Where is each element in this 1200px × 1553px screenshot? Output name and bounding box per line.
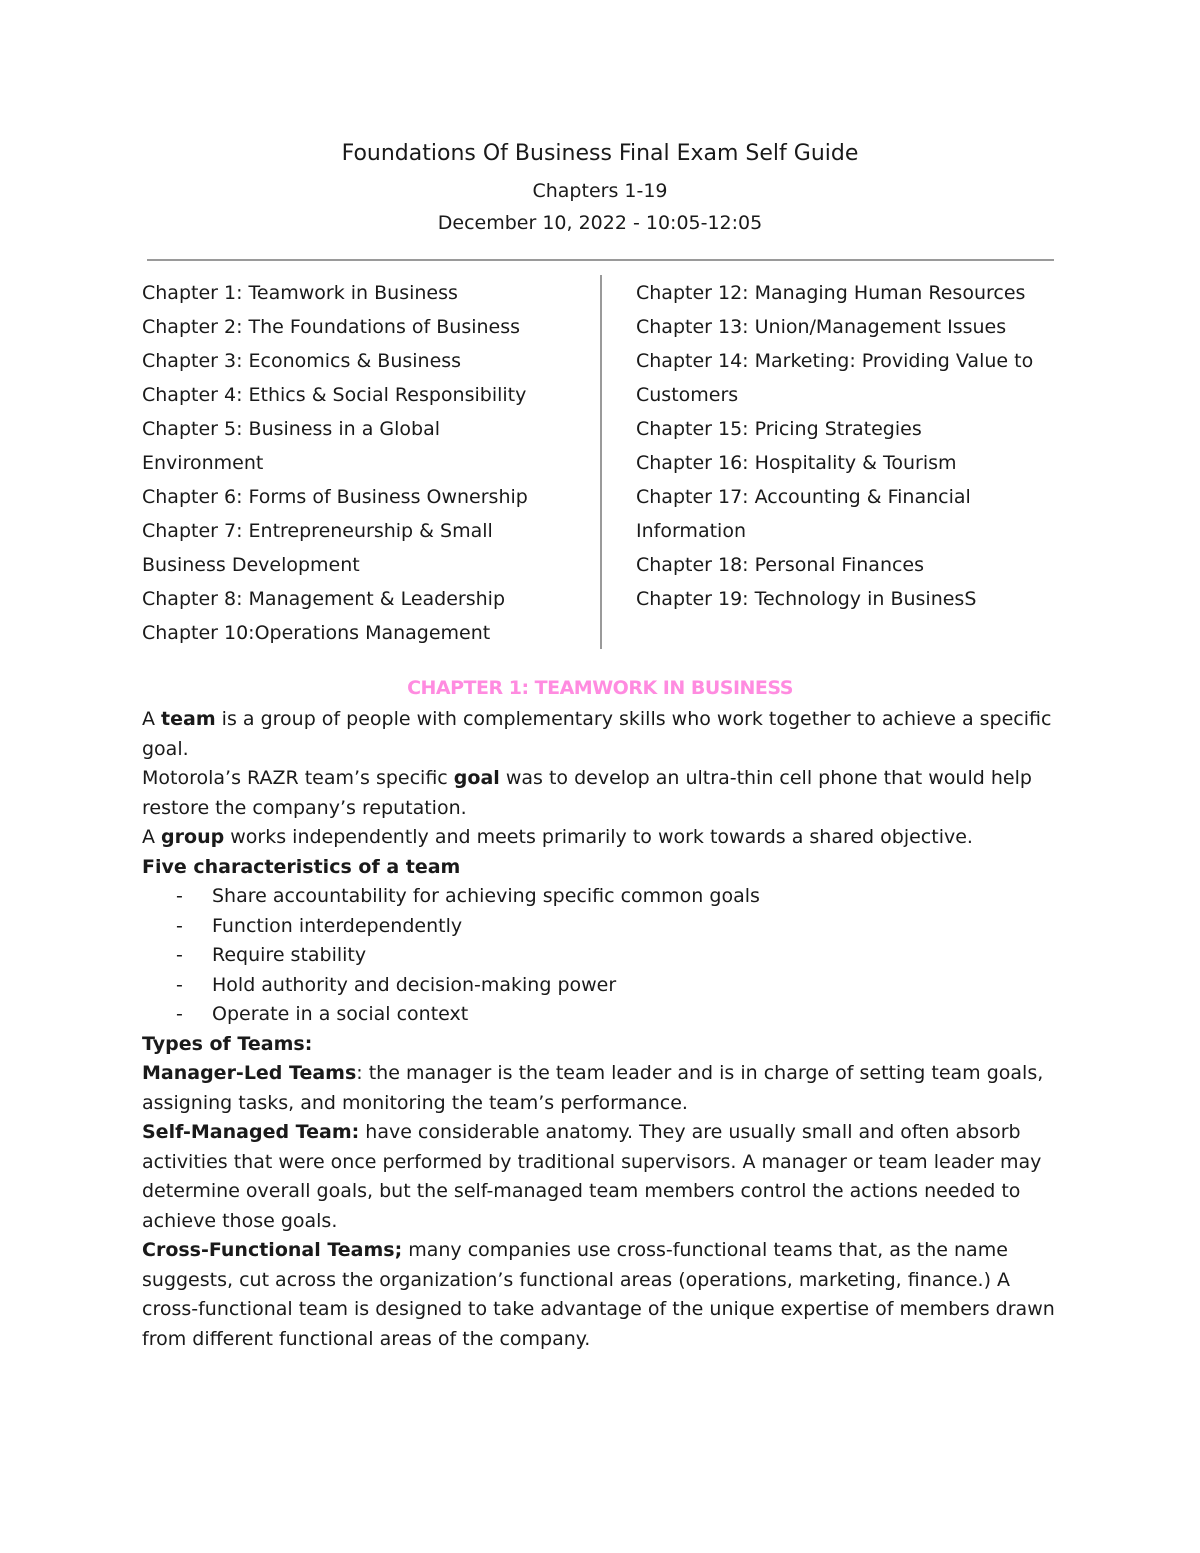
toc-item: Chapter 6: Forms of Business Ownership [142,486,528,508]
section-heading: CHAPTER 1: TEAMWORK IN BUSINESS [407,677,793,699]
term-cross-functional: Cross-Functional Teams; [142,1239,403,1261]
toc-item: Chapter 17: Accounting & Financial [636,486,971,508]
toc-item: Chapter 15: Pricing Strategies [636,418,922,440]
types-heading [142,1030,1062,1060]
document-title: Foundations Of Business Final Exam Self Guide [341,141,859,166]
toc-item: Chapter 3: Economics & Business [142,350,462,372]
text-run: have considerable anatomy. They are usually small and often absorb activities that were once performed by traditional supervisors. A manager or team leader may determine overall goals, but the self-managed team members control the actions needed to achieve those goals. [142,1121,1042,1232]
list-item [142,941,1062,971]
toc-item: Chapter 2: The Foundations of Business [142,316,521,338]
toc-item: Chapter 16: Hospitality & Tourism [636,452,957,474]
toc-item: Chapter 10:Operations Management [142,622,491,644]
toc-item: Chapter 13: Union/Management Issues [636,316,1007,338]
text-run: Motorola’s RAZR team’s specific [142,767,454,789]
toc-item: Chapter 5: Business in a Global [142,418,441,440]
subheading: Types of Teams: [142,1032,313,1055]
text-run: works independently and meets primarily to work towards a shared objective. [224,826,973,848]
toc-column-divider [600,275,602,649]
list-item-text: Share accountability for achieving specific common goals [212,885,760,907]
term-team: team [161,708,216,730]
list-item-text: Require stability [212,944,367,966]
list-item-text: Operate in a social context [212,1003,469,1025]
term-group: group [161,826,225,848]
characteristics-list [142,882,1062,1030]
toc-right-column [636,276,1076,616]
goal-definition [142,764,1062,823]
bullet-dash: - [176,944,183,966]
term-manager-led: Manager-Led Teams [142,1062,357,1084]
text-run: many companies use cross-functional teams that, as the name suggests, cut across the organization’s functional areas (operations, marketing, finance.) A cross-functional team is designed to take advantage of the unique expertise of members drawn from different functional areas of the company. [142,1239,1055,1350]
toc-item: Chapter 18: Personal Finances [636,554,925,576]
list-item [142,971,1062,1001]
list-item [142,882,1062,912]
cross-functional-definition [142,1236,1062,1354]
bullet-dash: - [176,914,183,937]
subheading: Five characteristics of a team [142,855,461,878]
text-run: is a group of people with complementary skills who work together to achieve a specific goal. [142,708,1052,760]
text-run: was to develop an ultra-thin cell phone that would help restore the company’s reputation. [142,767,1032,819]
toc-item: Chapter 8: Management & Leadership [142,588,506,610]
toc-item: Chapter 4: Ethics & Social Responsibility [142,384,527,406]
toc-item: Chapter 7: Entrepreneurship & Small [142,520,493,542]
document-subtitle: Chapters 1-19 [532,180,668,202]
toc-item: Business Development [142,554,360,576]
term-self-managed: Self-Managed Team: [142,1121,360,1143]
toc-item: Customers [636,384,739,406]
list-item [142,912,1062,942]
characteristics-heading [142,853,1062,883]
bullet-dash: - [176,973,183,996]
toc-left-column [142,276,582,650]
list-item [142,1000,1062,1030]
group-definition [142,823,1062,853]
toc-item: Chapter 19: Technology in BusinesS [636,588,977,610]
header-divider [147,259,1054,261]
toc-item: Environment [142,452,264,474]
text-run: : the manager is the team leader and is in charge of setting team goals, assigning tasks, and monitoring the team’s performance. [142,1062,1044,1114]
text-run: A [142,708,162,730]
manager-led-definition [142,1059,1062,1118]
toc-item: Information [636,520,746,542]
text-run: A [142,826,162,848]
bullet-dash: - [176,1003,183,1025]
list-item-text: Hold authority and decision-making power [212,973,617,996]
section-body [142,705,1062,1354]
toc-item: Chapter 14: Marketing: Providing Value to [636,350,1034,372]
toc-item: Chapter 1: Teamwork in Business [142,282,458,304]
term-goal: goal [453,767,500,789]
document-date: December 10, 2022 - 10:05-12:05 [437,212,763,234]
toc-item: Chapter 12: Managing Human Resources [636,282,1026,304]
team-definition [142,705,1062,764]
self-managed-definition [142,1118,1062,1236]
bullet-dash: - [176,885,183,907]
list-item-text: Function interdependently [212,914,463,937]
